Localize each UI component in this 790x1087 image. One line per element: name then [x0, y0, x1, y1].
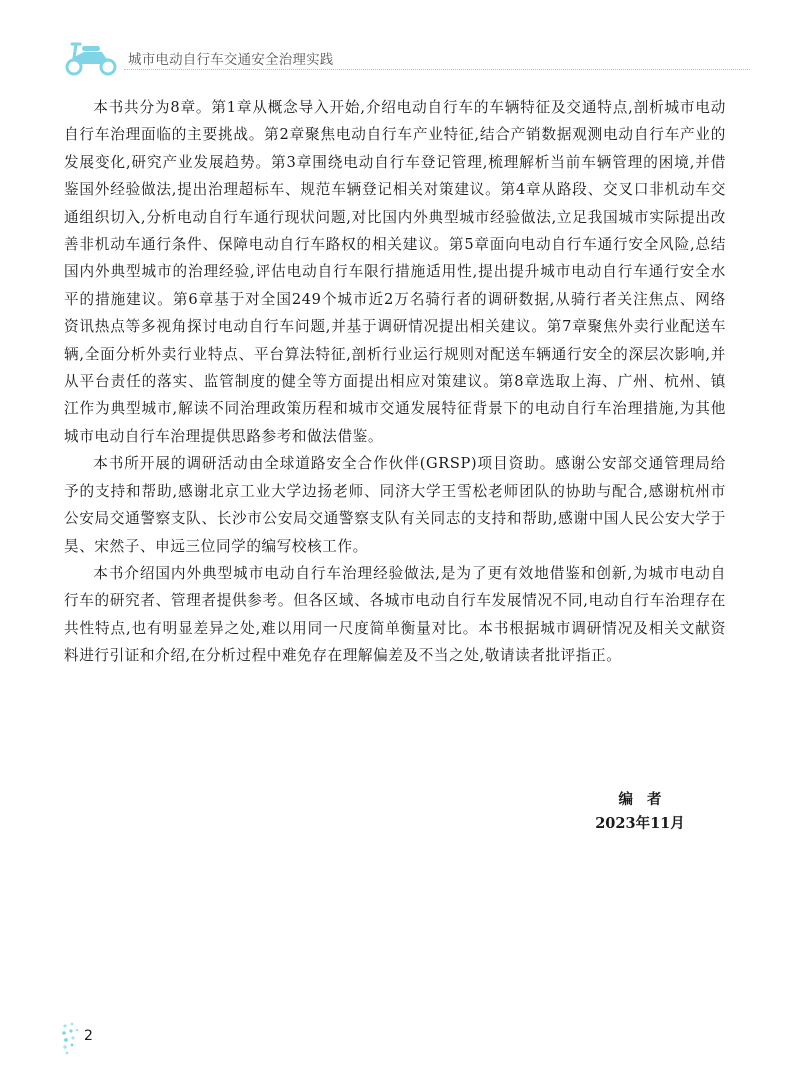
running-header-title: 城市电动自行车交通安全治理实践: [128, 52, 334, 68]
preface-body: [64, 94, 726, 670]
page-footer: [60, 1020, 120, 1060]
scooter-icon: [62, 38, 122, 76]
signature-date: 2023年11月: [595, 815, 685, 832]
dots-icon: [60, 1020, 86, 1058]
header-divider: [124, 69, 750, 70]
signature-author: 编者: [618, 791, 676, 808]
signature-block: [560, 788, 720, 836]
paragraph-disclaimer: 本书介绍国内外典型城市电动自行车治理经验做法,是为了更有效地借鉴和创新,为城市电动自行车的研究者、管理者提供参考。但各区域、各城市电动自行车发展情况不同,电动自行车治理存在共性特点,也有明显差异之处,难以用同一尺度简单衡量对比。本书根据城市调研情况及相关文献资料进行引证和介绍,在分析过程中难免存在理解偏差及不当之处,敬请读者批评指正。: [64, 564, 726, 665]
running-header: [60, 38, 750, 78]
page-number: 2: [84, 1028, 93, 1044]
paragraph-acknowledgements: 本书所开展的调研活动由全球道路安全合作伙伴(GRSP)项目资助。感谢公安部交通管理局给予的支持和帮助,感谢北京工业大学边扬老师、同济大学王雪松老师团队的协助与配合,感谢杭州市公安局交通警察支队、长沙市公安局交通警察支队有关同志的支持和帮助,感谢中国人民公安大学于昊、宋然子、申远三位同学的编写校核工作。: [64, 455, 726, 555]
paragraph-chapters: 本书共分为8章。第1章从概念导入开始,介绍电动自行车的车辆特征及交通特点,剖析城市电动自行车治理面临的主要挑战。第2章聚焦电动自行车产业特征,结合产销数据观测电动自行车产业的发展变化,研究产业发展趋势。第3章围绕电动自行车登记管理,梳理解析当前车辆管理的困境,并借鉴国外经验做法,提出治理超标车、规范车辆登记相关对策建议。第4章从路段、交叉口非机动车交通组织切入,分析电动自行车通行现状问题,对比国内外典型城市经验做法,立足我国城市实际提出改善非机动车通行条件、保障电动自行车路权的相关建议。第5章面向电动自行车通行安全风险,总结国内外典型城市的治理经验,评估电动自行车限行措施适用性,提出提升城市电动自行车通行安全水平的措施建议。第6章基于对全国249个城市近2万名骑行者的调研数据,从骑行者关注焦点、网络资讯热点等多视角探讨电动自行车问题,并基于调研情况提出相关建议。第7章聚焦外卖行业配送车辆,全面分析外卖行业特点、平台算法特征,剖析行业运行规则对配送车辆通行安全的深层次影响,并从平台责任的落实、监管制度的健全等方面提出相应对策建议。第8章选取上海、广州、杭州、镇江作为典型城市,解读不同治理政策历程和城市交通发展特征背景下的电动自行车治理措施,为其他城市电动自行车治理提供思路参考和做法借鉴。: [64, 99, 726, 445]
